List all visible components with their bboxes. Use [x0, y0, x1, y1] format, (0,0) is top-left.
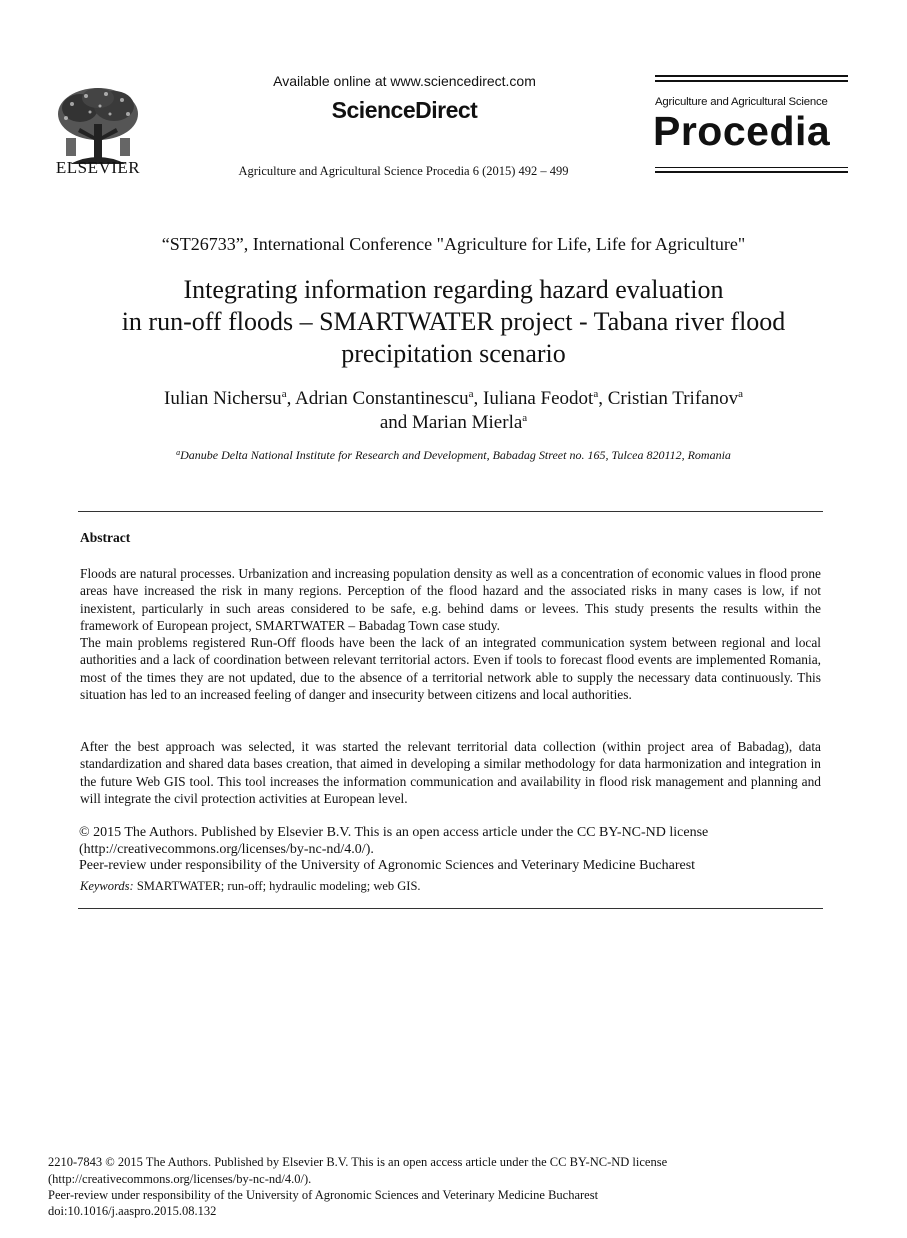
author-affil-mark: a [281, 388, 287, 400]
author-affil-mark: a [522, 412, 528, 424]
procedia-rule-top [655, 75, 848, 77]
title-line: precipitation scenario [341, 339, 566, 368]
abstract-paragraph: After the best approach was selected, it was started the relevant territorial data collection (within project area of Babadag), data standardization and shared data bases creation, that aimed in developing a similar methodology for data harmonization and integration in the future Web GIS tool. This tool increases the information communication and availability in flood risk management and planning and will integrate the civil protection activities at European level. [80, 739, 821, 807]
keywords [80, 879, 421, 894]
available-online-text: Available online at www.sciencedirect.com [273, 73, 536, 89]
abstract-paragraph: The main problems registered Run-Off floods have been the lack of an integrated communication system between regional and local authorities and a lack of coordination between relevant territorial actors. Even if tools to forecast flood events are implemented Romania, most of the times they are not updated, due to the absence of a territorial network able to supply the necessary data continuously. This situation has led to an increased feeling of danger and insecurity between citizens and local authorities. [80, 635, 821, 703]
keywords-label: Keywords: [80, 879, 134, 893]
author-name: Cristian Trifanov [607, 388, 739, 409]
author-list: Iulian Nichersu$^a$, Adrian Constantinescu$^a$, Iuliana Feodot$^a$, Cristian Trifanov$^a$ and Marian Mierla$^a$ [164, 388, 743, 433]
footer-doi: doi:10.1016/j.aaspro.2015.08.132 [48, 1204, 217, 1218]
license-statement: © 2015 The Authors. Published by Elsevier B.V. This is an open access article under the CC BY-NC-ND license [79, 825, 709, 840]
paper-title [0, 274, 907, 370]
author-affil-mark: a [593, 388, 599, 400]
conference-name: “ST26733”, International Conference "Agriculture for Life, Life for Agriculture" [161, 234, 746, 254]
abstract-heading: Abstract [80, 530, 131, 545]
author-affil-mark: a [468, 388, 474, 400]
footer-license-link[interactable]: http://creativecommons.org/licenses/by-nc-nd/4.0/ [52, 1172, 304, 1186]
procedia-subtitle: Agriculture and Agricultural Science [655, 96, 828, 108]
author-name: Iuliana Feodot [483, 388, 594, 409]
elsevier-wordmark: ELSEVIER [55, 158, 141, 177]
author-affil-mark: a [738, 388, 743, 400]
affiliation-mark: a [176, 448, 181, 457]
procedia-rule-bottom-2 [655, 171, 848, 173]
keywords-value: SMARTWATER; run-off; hydraulic modeling; web GIS. [136, 879, 421, 893]
abstract-rule-bottom [78, 908, 823, 909]
license-url-line: (http://creativecommons.org/licenses/by-nc-nd/4.0/). [79, 842, 374, 857]
affiliation [0, 448, 907, 463]
footer-issn-license: 2210-7843 © 2015 The Authors. Published by Elsevier B.V. This is an open access article under the CC BY-NC-ND license [48, 1155, 668, 1169]
footer-license-url: (http://creativecommons.org/licenses/by-nc-nd/4.0/). [48, 1172, 312, 1186]
journal-reference: Agriculture and Agricultural Science Procedia 6 (2015) 492 – 499 [238, 164, 569, 178]
footer-peer-review: Peer-review under responsibility of the University of Agronomic Sciences and Veterinary Medicine Bucharest [48, 1188, 599, 1202]
sciencedirect-logo: ScienceDirect [331, 97, 478, 123]
author-name: Adrian Constantinescu [295, 388, 469, 409]
procedia-rule-top-2 [655, 80, 848, 82]
abstract-rule-top [78, 511, 823, 512]
author-name: Iulian Nichersu [164, 388, 282, 409]
license-link[interactable]: http://creativecommons.org/licenses/by-nc-nd/4.0/ [83, 842, 366, 857]
title-line: in run-off floods – SMARTWATER project - Tabana river flood [121, 307, 786, 336]
procedia-rule-bottom [655, 167, 848, 168]
title-line: Integrating information regarding hazard evaluation [183, 275, 724, 304]
affiliation-text: Danube Delta National Institute for Research and Development, Babadag Street no. 165, Tulcea 820112, Romania [180, 448, 731, 462]
procedia-logo: Procedia [653, 108, 831, 154]
author-name: Marian Mierla [412, 412, 523, 433]
and-word: and [379, 412, 408, 433]
abstract-paragraph: Floods are natural processes. Urbanization and increasing population density as well as a concentration of economic values in flood prone areas have increased the risk in many regions. Perception of the flood hazard and the associated risks in many cases is low, if not inexistent, particularly in such areas considered to be safe, e.g. behind dams or levees. This study presents the results within the framework of European project, SMARTWATER – Babadag Town case study. [80, 566, 821, 634]
peer-review-statement: Peer-review under responsibility of the University of Agronomic Sciences and Veterinary Medicine Bucharest [79, 858, 696, 873]
